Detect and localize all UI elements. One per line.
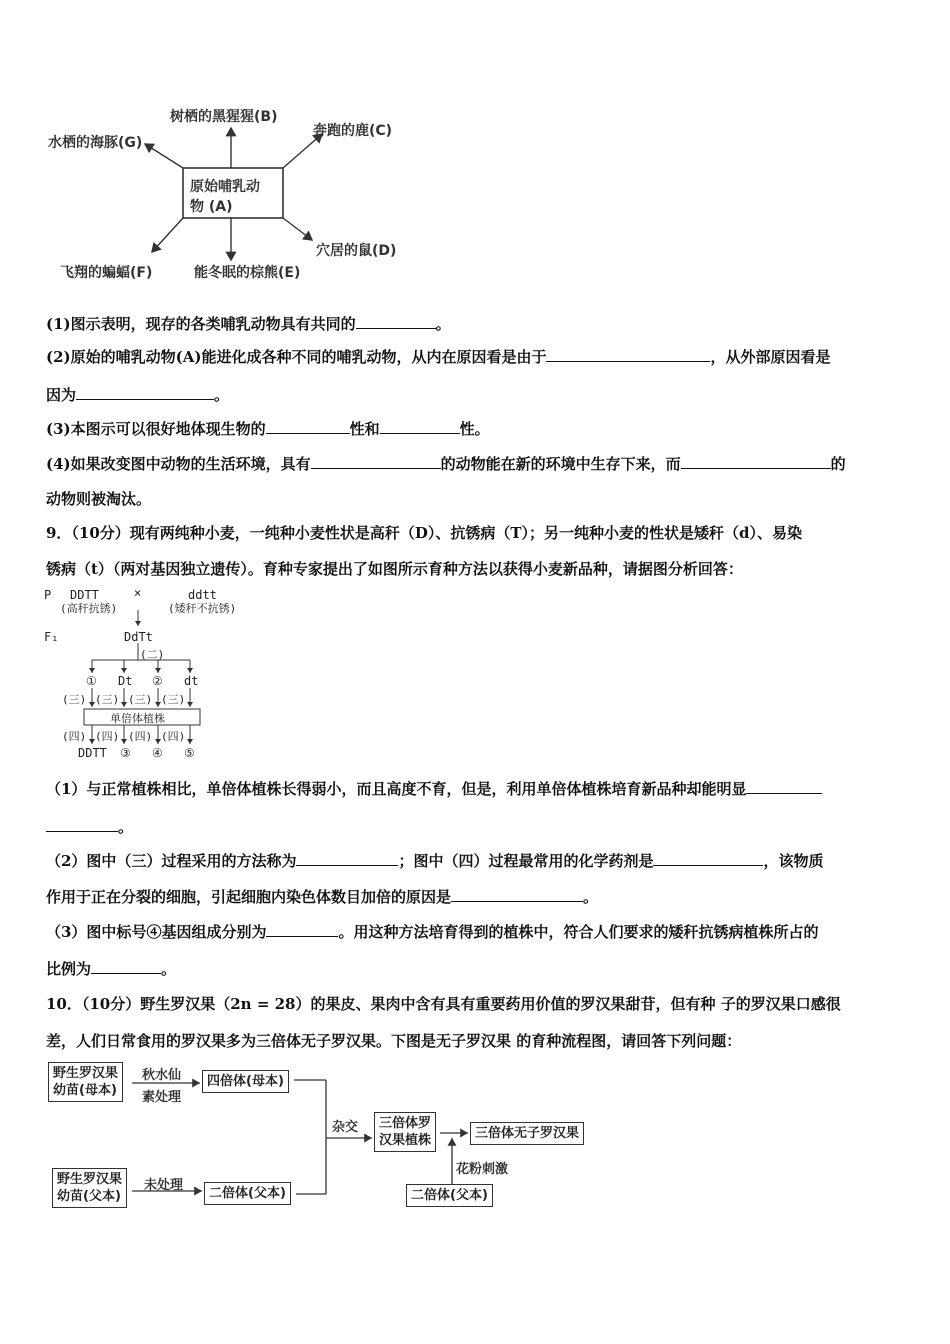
mammal-center-line2: 物 (A) [190,199,233,215]
father-seedling-line2: 幼苗(父本) [57,1189,121,1204]
answer-blank[interactable] [356,316,436,329]
diploid-father-box: 二倍体(父本) [406,1184,493,1207]
answer-blank[interactable] [46,819,118,832]
breeding-cross-symbol: × [134,586,142,600]
mammal-diagram [40,100,420,290]
q10-intro-line1: 10．（10分）野生罗汉果（2n = 28）的果皮、果肉中含有具有重要药用价值的罗汉果甜苷，但有种 子的罗汉果口感很 [46,995,841,1013]
answer-blank[interactable] [311,456,441,469]
q9-part2-text: （2）图中（三）过程采用的方法称为 [46,852,297,870]
q9-part2-text4: 作用于正在分裂的细胞，引起细胞内染色体数目加倍的原因是 [46,888,452,906]
q8-part4-text4: 动物则被淘汰。 [46,490,152,508]
breeding-result-2: ③ [120,746,131,760]
triploid-line2: 汉果植株 [379,1133,432,1148]
q9-part1-text: （1）与正常植株相比，单倍体植株长得弱小，而且高度不育，但是，利用单倍体植株培育新品种却能明显 [46,780,747,798]
breeding-p-label: P [44,588,52,602]
q8-part4-text3: 的 [830,455,846,473]
answer-blank[interactable] [91,961,161,974]
breeding-parent2-desc: (矮秆不抗锈) [168,602,237,615]
answer-blank[interactable] [296,853,398,866]
breeding-step4-1: (四) [62,730,87,743]
breeding-step3-4: (三) [161,693,186,706]
q8-part1 [46,313,451,334]
father-seedling-line1: 野生罗汉果 [57,1172,123,1187]
q8-part2-cont [46,384,229,405]
breeding-parent1-desc: (高秆抗锈) [60,602,118,615]
answer-blank[interactable] [681,456,831,469]
father-seedling-box [52,1168,127,1208]
mammal-d-label: 穴居的鼠(D) [316,243,397,259]
breeding-step4-4: (四) [161,730,186,743]
triploid-box [374,1112,436,1152]
breeding-step4-3: (四) [128,730,153,743]
breeding-gamete-1: ① [86,674,97,688]
q9-part1-end: 。 [118,818,134,836]
answer-blank[interactable] [653,853,763,866]
seedless-box: 三倍体无子罗汉果 [470,1122,584,1145]
q8-part3-end: 性。 [459,420,490,438]
mammal-f-label: 飞翔的蝙蝠(F) [60,265,153,281]
q9-part2-cont [46,886,598,907]
q8-part4-text2: 的动物能在新的环境中生存下来，而 [440,455,681,473]
breeding-step3-2: (三) [95,693,120,706]
breeding-step2: (二) [140,648,165,661]
q8-part3 [46,418,490,439]
breeding-result-4: ⑤ [184,746,195,760]
q8-part1-text: (1)图示表明，现存的各类哺乳动物具有共同的 [46,315,356,333]
colchicine-label-2: 素处理 [142,1090,182,1105]
cross-label: 杂交 [332,1120,359,1135]
q8-part2-text2: ，从外部原因看是 [710,348,831,366]
answer-blank[interactable] [266,924,338,937]
q9-part3-text2: 。用这种方法培育得到的植株中，符合人们要求的矮秆抗锈病植株所占的 [338,923,819,941]
q9-part2 [46,850,823,871]
q9-part2-text2: ；图中（四）过程最常用的化学药剂是 [398,852,654,870]
colchicine-label-1: 秋水仙 [142,1068,182,1083]
breeding-f1-genotype: DdTt [124,630,153,644]
breeding-step3-3: (三) [128,693,153,706]
q8-part4 [46,453,846,474]
breeding-gamete-3: ② [152,674,163,688]
luohanguo-flowchart [44,1058,604,1218]
breeding-haploid-box: 单倍体植株 [110,712,165,725]
breeding-gamete-2: Dt [118,674,133,688]
q9-intro-line1: 9．（10分）现有两纯种小麦，一纯种小麦性状是高秆（D）、抗锈病（T）；另一纯种小麦的性状是矮秆（d）、易染 [46,524,802,542]
q9-part2-text3: ，该物质 [763,852,824,870]
breeding-result-3: ④ [152,746,163,760]
q8-part2-text: (2)原始的哺乳动物(A)能进化成各种不同的哺乳动物，从内在原因看是由于 [46,348,547,366]
q8-part2-text3: 因为 [46,386,77,404]
answer-blank[interactable] [546,349,710,362]
triploid-line1: 三倍体罗 [379,1116,432,1131]
q9-part2-end: 。 [583,888,599,906]
q8-part2-end: 。 [214,386,230,404]
q8-part4-text: (4)如果改变图中动物的生活环境，具有 [46,455,311,473]
mammal-b-label: 树栖的黑猩猩(B) [170,109,278,125]
mother-seedling-line2: 幼苗(母本) [53,1083,117,1098]
breeding-parent2: ddtt [188,588,217,602]
mammal-e-label: 能冬眠的棕熊(E) [194,265,301,281]
mammal-g-label: 水栖的海豚(G) [48,135,143,151]
q9-part3-cont [46,958,176,979]
pollen-stimulus-label: 花粉刺激 [456,1162,509,1177]
answer-blank[interactable] [266,421,350,434]
mammal-center-line1: 原始哺乳动 [190,179,260,195]
q9-part3-end: 。 [161,960,177,978]
breeding-result-1: DDTT [78,746,107,760]
q8-part2 [46,346,830,367]
q8-part1-end: 。 [435,315,451,333]
answer-blank[interactable] [380,421,460,434]
breeding-step3-1: (三) [62,693,87,706]
breeding-parent1: DDTT [70,588,99,602]
q9-part3-text: （3）图中标号④基因组成分别为 [46,923,267,941]
tetraploid-box: 四倍体(母本) [202,1070,289,1093]
breeding-step4-2: (四) [95,730,120,743]
mother-seedling-box [48,1062,123,1102]
q8-part3-text: (3)本图示可以很好地体现生物的 [46,420,266,438]
q9-part3 [46,921,818,942]
untreated-label: 未处理 [144,1178,184,1193]
q9-part1 [46,778,822,799]
q9-part1-cont [46,816,133,837]
breeding-diagram [40,588,280,763]
answer-blank[interactable] [451,889,583,902]
q8-part3-text2: 性和 [349,420,380,438]
mother-seedling-line1: 野生罗汉果 [53,1066,119,1081]
breeding-gamete-4: dt [184,674,199,688]
q9-part3-text3: 比例为 [46,960,92,978]
diploid-box: 二倍体(父本) [204,1182,291,1205]
mammal-c-label: 奔跑的鹿(C) [313,123,393,139]
q9-intro-line2: 锈病（t）（两对基因独立遗传）。育种专家提出了如图所示育种方法以获得小麦新品种，请据图分析回答： [46,560,743,578]
breeding-f1-label: F₁ [44,630,59,644]
answer-blank[interactable] [76,387,214,400]
answer-blank[interactable] [746,781,822,794]
q10-intro-line2: 差，人们日常食用的罗汉果多为三倍体无子罗汉果。下图是无子罗汉果 的育种流程图，请回答下列问题： [46,1032,742,1050]
q8-part4-cont [46,488,151,509]
